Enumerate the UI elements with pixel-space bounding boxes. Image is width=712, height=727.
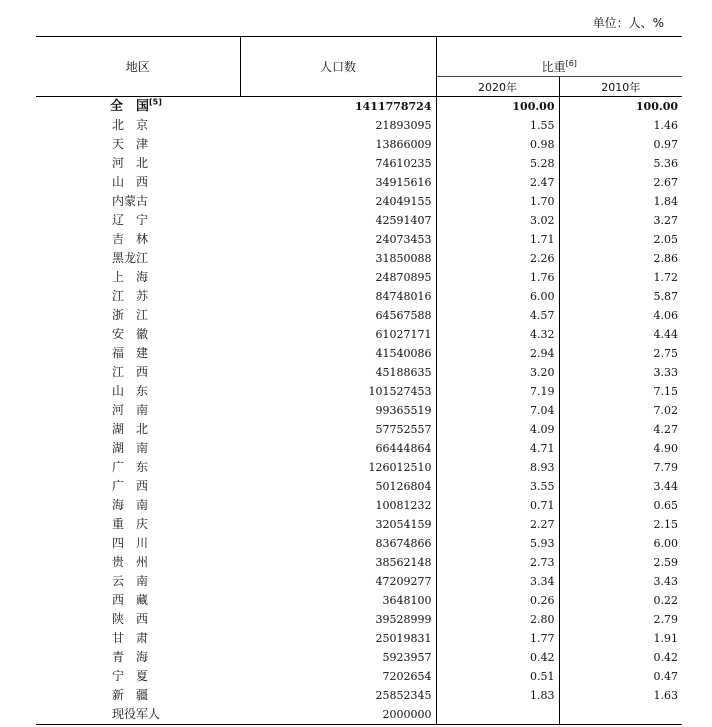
region-name: 辽 宁: [112, 213, 149, 227]
region-name: 安 徽: [112, 327, 149, 341]
region-name: 内蒙古: [112, 194, 149, 208]
region-name: 天 津: [112, 137, 149, 151]
population-value: 5923957: [240, 648, 436, 667]
population-table: [36, 36, 682, 725]
share-2020-value: 5.93: [436, 534, 559, 553]
population-value: 25019831: [240, 629, 436, 648]
share-2010-value: 2.05: [653, 233, 679, 246]
table-row: [36, 363, 682, 382]
share-2010-value: 0.47: [653, 670, 679, 683]
population-value: 126012510: [240, 458, 436, 477]
share-2010-value: 0.22: [653, 594, 679, 607]
table-row: [36, 325, 682, 344]
population-value: 21893095: [240, 116, 436, 135]
share-2010-value: 2.59: [653, 556, 679, 569]
share-header: 比重[6]: [436, 37, 682, 77]
population-value: 31850088: [240, 249, 436, 268]
total-name: 全 国[5]: [110, 97, 162, 114]
population-value: 45188635: [240, 363, 436, 382]
region-name: 上 海: [112, 270, 149, 284]
population-value: 41540086: [240, 344, 436, 363]
region-name: 河 南: [112, 403, 149, 417]
share-2010-value: 5.87: [653, 290, 679, 303]
population-value: 99365519: [240, 401, 436, 420]
region-name: 山 西: [112, 175, 149, 189]
share-2020-value: 0.71: [436, 496, 559, 515]
table-row: [36, 591, 682, 610]
share-2020-value: 2.47: [436, 173, 559, 192]
region-header: 地区: [36, 37, 240, 97]
population-value: 61027171: [240, 325, 436, 344]
region-name: 吉 林: [112, 232, 149, 246]
share-2020-value: 4.32: [436, 325, 559, 344]
table-row: [36, 306, 682, 325]
share-2020-value: 3.55: [436, 477, 559, 496]
table-row: [36, 154, 682, 173]
table-row: [36, 458, 682, 477]
table-row: [36, 420, 682, 439]
share-2010-value: 4.90: [653, 442, 679, 455]
region-name: 宁 夏: [112, 669, 149, 683]
share-2010-value: 3.44: [653, 480, 679, 493]
region-name: 河 北: [112, 156, 149, 170]
population-value: 42591407: [240, 211, 436, 230]
table-row: [36, 268, 682, 287]
table-row: [36, 135, 682, 154]
year-2020-header: 2020年: [436, 77, 559, 97]
share-2020-value: 0.98: [436, 135, 559, 154]
share-2010-value: 2.67: [653, 176, 679, 189]
share-2010-value: 2.75: [653, 347, 679, 360]
share-2020-value: 4.71: [436, 439, 559, 458]
share-2010-value: 7.15: [653, 385, 679, 398]
share-2020-value: 1.70: [436, 192, 559, 211]
region-name: 广 西: [112, 479, 149, 493]
share-2020-value: 3.20: [436, 363, 559, 382]
population-value: 13866009: [240, 135, 436, 154]
table-row: [36, 496, 682, 515]
population-value: 24870895: [240, 268, 436, 287]
share-2010-value: 2.79: [653, 613, 679, 626]
share-2010-value: [559, 705, 682, 725]
share-2020-value: 7.19: [436, 382, 559, 401]
table-row: [36, 610, 682, 629]
share-2010-value: 1.46: [653, 119, 679, 132]
table-row: [36, 173, 682, 192]
table-row: [36, 572, 682, 591]
share-2010-value: 0.97: [653, 138, 679, 151]
table-row: [36, 344, 682, 363]
region-name: 陕 西: [112, 612, 149, 626]
share-2010-value: 0.65: [653, 499, 679, 512]
table-row: [36, 648, 682, 667]
share-2010-value: 1.84: [653, 195, 679, 208]
share-2020-value: 7.04: [436, 401, 559, 420]
share-2010-value: 7.02: [653, 404, 679, 417]
share-2010-value: 1.63: [653, 689, 679, 702]
population-value: 2000000: [240, 705, 436, 725]
share-2020-value: 0.51: [436, 667, 559, 686]
share-2020-value: 4.09: [436, 420, 559, 439]
population-value: 3648100: [240, 591, 436, 610]
share-2010-value: 3.33: [653, 366, 679, 379]
share-2010-value: 6.00: [653, 537, 679, 550]
population-value: 32054159: [240, 515, 436, 534]
population-value: 101527453: [240, 382, 436, 401]
region-name: 云 南: [112, 574, 149, 588]
table-row: [36, 401, 682, 420]
region-name: 贵 州: [112, 555, 149, 569]
region-name: 四 川: [112, 536, 149, 550]
table-row: [36, 211, 682, 230]
table-row: [36, 553, 682, 572]
share-2020-value: 3.34: [436, 572, 559, 591]
region-name: 北 京: [112, 118, 149, 132]
share-2010-value: 4.06: [653, 309, 679, 322]
share-2020-value: 2.26: [436, 249, 559, 268]
table-row: [36, 230, 682, 249]
share-2020-value: 2.27: [436, 515, 559, 534]
region-name: 新 疆: [112, 688, 149, 702]
region-name: 甘 肃: [112, 631, 149, 645]
share-2010-value: 2.86: [653, 252, 679, 265]
region-name: 黑龙江: [112, 251, 149, 265]
region-name: 湖 南: [112, 441, 149, 455]
share-2010-value: 4.27: [653, 423, 679, 436]
region-name: 山 东: [112, 384, 149, 398]
table-row: [36, 686, 682, 705]
share-2020-value: 1.83: [436, 686, 559, 705]
total-population: 1411778724: [240, 97, 436, 117]
population-value: 57752557: [240, 420, 436, 439]
share-2020-value: 1.55: [436, 116, 559, 135]
table-row: [36, 667, 682, 686]
population-value: 38562148: [240, 553, 436, 572]
total-row: [36, 97, 682, 117]
share-2020-value: 2.94: [436, 344, 559, 363]
population-value: 64567588: [240, 306, 436, 325]
population-value: 7202654: [240, 667, 436, 686]
table-row: [36, 515, 682, 534]
year-2010-header: 2010年: [559, 77, 682, 97]
region-name: 青 海: [112, 650, 149, 664]
region-name: 湖 北: [112, 422, 149, 436]
table-row: [36, 249, 682, 268]
share-2020-value: 0.26: [436, 591, 559, 610]
population-value: 50126804: [240, 477, 436, 496]
share-2010-value: 5.36: [653, 157, 679, 170]
population-header: 人口数: [240, 37, 436, 97]
table-row: [36, 629, 682, 648]
share-2020-value: [436, 705, 559, 725]
share-2010-value: 3.27: [653, 214, 679, 227]
table-row: [36, 439, 682, 458]
unit-label: 单位：人、%: [592, 16, 664, 30]
share-2020-value: 8.93: [436, 458, 559, 477]
population-value: 74610235: [240, 154, 436, 173]
share-2010-value: 3.43: [653, 575, 679, 588]
share-2020-value: 2.73: [436, 553, 559, 572]
table-row: [36, 116, 682, 135]
total-share-2020: 100.00: [436, 97, 559, 117]
region-name: 重 庆: [112, 517, 149, 531]
region-name: 江 西: [112, 365, 149, 379]
share-2010-value: 0.42: [653, 651, 679, 664]
table-row: [36, 192, 682, 211]
region-name: 福 建: [112, 346, 149, 360]
share-2020-value: 3.02: [436, 211, 559, 230]
region-name: 浙 江: [112, 308, 149, 322]
total-share-2010: 100.00: [635, 100, 679, 113]
share-2010-value: 1.72: [653, 271, 679, 284]
table-row: [36, 382, 682, 401]
table-row: [36, 534, 682, 553]
table-row: [36, 287, 682, 306]
share-2010-value: 2.15: [653, 518, 679, 531]
region-name: 海 南: [112, 498, 149, 512]
population-value: 84748016: [240, 287, 436, 306]
share-2020-value: 1.77: [436, 629, 559, 648]
share-2020-value: 1.71: [436, 230, 559, 249]
share-2020-value: 5.28: [436, 154, 559, 173]
population-value: 39528999: [240, 610, 436, 629]
region-name: 现役军人: [112, 707, 161, 721]
population-value: 10081232: [240, 496, 436, 515]
population-value: 34915616: [240, 173, 436, 192]
share-footnote: [6]: [565, 59, 577, 68]
share-2020-value: 4.57: [436, 306, 559, 325]
population-value: 25852345: [240, 686, 436, 705]
population-value: 47209277: [240, 572, 436, 591]
share-2010-value: 7.79: [653, 461, 679, 474]
total-footnote: [5]: [149, 97, 162, 107]
region-name: 西 藏: [112, 593, 149, 607]
population-value: 24049155: [240, 192, 436, 211]
share-2020-value: 0.42: [436, 648, 559, 667]
population-value: 83674866: [240, 534, 436, 553]
share-2020-value: 2.80: [436, 610, 559, 629]
region-name: 广 东: [112, 460, 149, 474]
region-name: 江 苏: [112, 289, 149, 303]
share-2010-value: 1.91: [653, 632, 679, 645]
share-2010-value: 4.44: [653, 328, 679, 341]
table-row: [36, 705, 682, 725]
share-2020-value: 6.00: [436, 287, 559, 306]
table-row: [36, 477, 682, 496]
share-2020-value: 1.76: [436, 268, 559, 287]
population-value: 24073453: [240, 230, 436, 249]
population-value: 66444864: [240, 439, 436, 458]
